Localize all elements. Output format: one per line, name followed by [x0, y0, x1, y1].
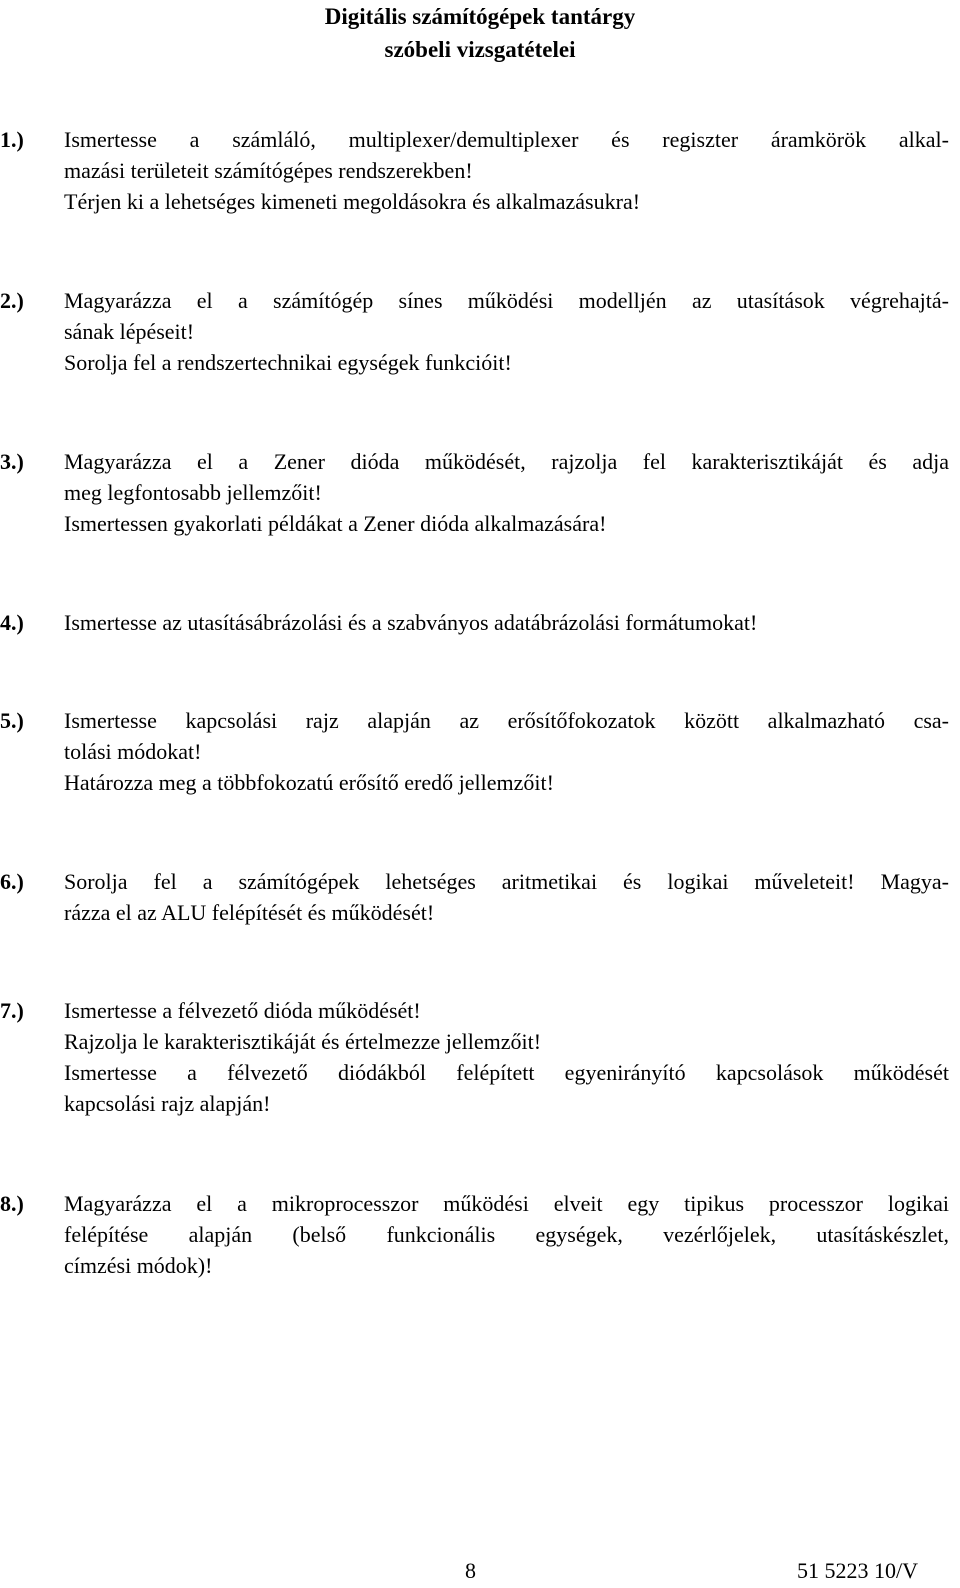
question-line: rázza el az ALU felépítését és működését! [64, 900, 435, 925]
question-line: Magyarázza el a számítógép sínes működési modelljén az utasítások végrehajtá- [64, 288, 949, 313]
question-line: mazási területeit számítógépes rendszerekben! [64, 158, 473, 183]
question-line: Sorolja fel a számítógépek lehetséges aritmetikai és logikai műveleteit! Magya- [64, 869, 949, 894]
question-text [64, 705, 949, 798]
question-line: Ismertesse a félvezető dióda működését! [64, 998, 421, 1023]
question-line: tolási módokat! [64, 739, 202, 764]
question-line: Ismertesse a félvezető diódákból felépített egyenirányító kapcsolások működését [64, 1060, 949, 1085]
question-line: sának lépéseit! [64, 319, 195, 344]
question-number: 8.) [0, 1191, 24, 1216]
question-text [64, 124, 949, 217]
question-text [64, 866, 949, 928]
question-number: 4.) [0, 610, 24, 635]
question-line: Sorolja fel a rendszertechnikai egységek funkcióit! [64, 350, 512, 375]
question-text [64, 995, 949, 1119]
question-text [64, 607, 949, 638]
question-text [64, 1188, 949, 1281]
title-line-2: szóbeli vizsgatételei [384, 37, 576, 62]
page-number: 8 [465, 1558, 476, 1583]
question-line: Ismertesse a számláló, multiplexer/demultiplexer és regiszter áramkörök alkal- [64, 127, 949, 152]
question-line: Ismertesse az utasításábrázolási és a szabványos adatábrázolási formátumokat! [64, 610, 758, 635]
document-code: 51 5223 10/V [797, 1558, 918, 1583]
question-text [64, 446, 949, 539]
question-number: 5.) [0, 708, 24, 733]
question-number: 7.) [0, 998, 24, 1023]
question-number: 6.) [0, 869, 24, 894]
question-number: 3.) [0, 449, 24, 474]
question-line: Ismertessen gyakorlati példákat a Zener dióda alkalmazására! [64, 511, 607, 536]
question-line: Térjen ki a lehetséges kimeneti megoldásokra és alkalmazásukra! [64, 189, 641, 214]
question-line: Magyarázza el a mikroprocesszor működési elveit egy tipikus processzor logikai [64, 1191, 949, 1216]
title-line-1: Digitális számítógépek tantárgy [324, 4, 636, 29]
question-line: kapcsolási rajz alapján! [64, 1091, 271, 1116]
question-line: felépítése alapján (belső funkcionális egységek, vezérlőjelek, utasításkészlet, [64, 1222, 949, 1247]
question-number: 1.) [0, 127, 24, 152]
question-line: meg legfontosabb jellemzőit! [64, 480, 322, 505]
question-number: 2.) [0, 288, 24, 313]
question-line: Ismertesse kapcsolási rajz alapján az erősítőfokozatok között alkalmazható csa- [64, 708, 949, 733]
question-line: Magyarázza el a Zener dióda működését, rajzolja fel karakterisztikáját és adja [64, 449, 949, 474]
document-title [0, 0, 960, 66]
question-line: címzési módok)! [64, 1253, 213, 1278]
question-text [64, 285, 949, 378]
question-line: Rajzolja le karakterisztikáját és értelmezze jellemzőit! [64, 1029, 542, 1054]
question-line: Határozza meg a többfokozatú erősítő eredő jellemzőit! [64, 770, 554, 795]
